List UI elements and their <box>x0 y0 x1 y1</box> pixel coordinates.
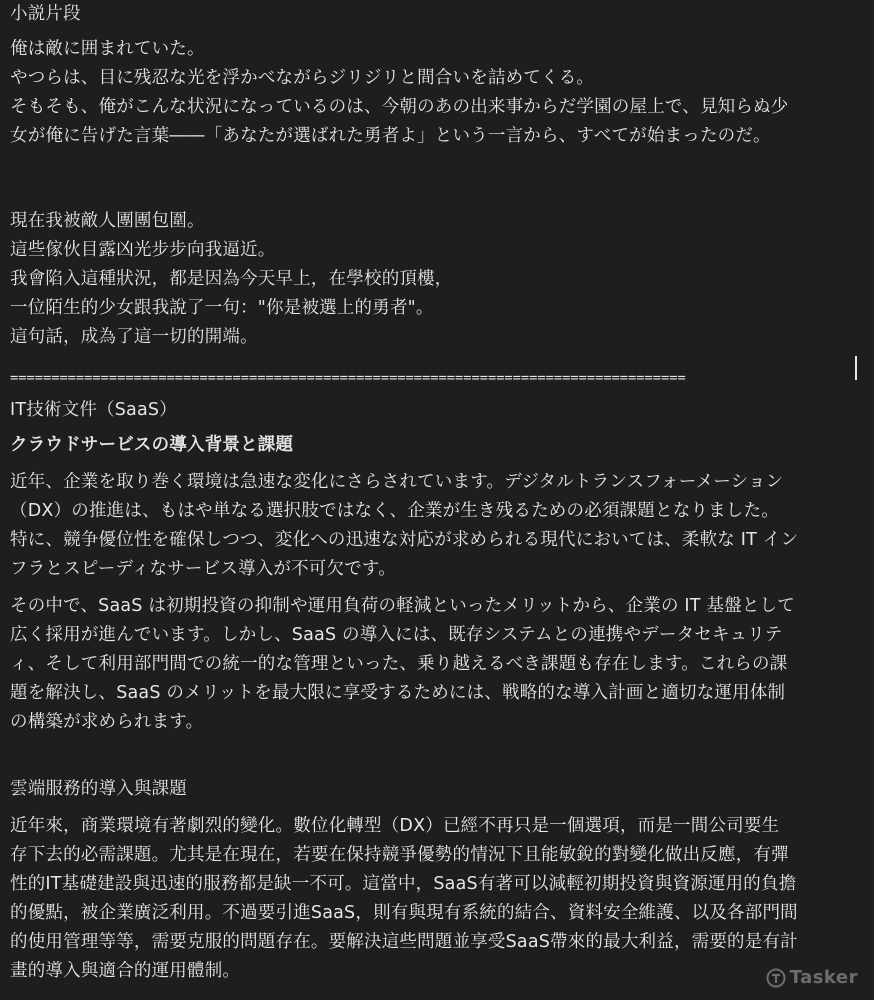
text-cursor[interactable] <box>855 356 857 380</box>
novel-zh-line: 現在我被敵人團團包圍。 <box>10 211 205 231</box>
ja-para1-line: フラとスピーディなサービス導入が不可欠です。 <box>10 559 396 579</box>
ja-paragraph-1 <box>10 468 864 584</box>
ja-para2-line: ィ、そして利用部門間での統一的な管理といった、乗り越えるべき課題も存在します。これらの課 <box>10 654 788 674</box>
blank-gap <box>10 151 864 181</box>
zh-para-line: 的優點，被企業廣泛利用。不過要引進SaaS，則有與現有系統的結合、資料安全維護、以及各部門間 <box>10 903 798 923</box>
novel-ja-line: やつらは、目に残忍な光を浮かべながらジリジリと間合いを詰めてくる。 <box>10 68 595 88</box>
zh-para-line: 存下去的必需課題。尤其是在現在，若要在保持競爭優勢的情況下且能敏銳的對變化做出反應，有彈 <box>10 845 789 865</box>
novel-ja-line: 女が俺に告げた言葉――「あなたが選ばれた勇者よ」という一言から、すべてが始まったのだ。 <box>10 126 771 146</box>
blank-gap <box>10 737 864 775</box>
blank-gap <box>10 181 864 207</box>
novel-zh-line: 這句話，成為了這一切的開端。 <box>10 327 258 347</box>
ja-para2-line: その中で、SaaS は初期投資の抑制や運用負荷の軽減といったメリットから、企業の IT 基盤として <box>10 596 795 616</box>
ja-para2-line: 題を解決し、SaaS のメリットを最大限に享受するためには、戦略的な導入計画と適切な運用体制 <box>10 683 786 703</box>
zh-para-line: 性的IT基礎建設與迅速的服務都是缺一不可。這當中，SaaS有著可以減輕初期投資與資源運用的負擔 <box>10 874 797 894</box>
novel-japanese-block <box>10 35 864 151</box>
novel-heading: 小説片段 <box>10 4 81 24</box>
zh-para-line: 畫的導入與適合的運用體制。 <box>10 961 241 981</box>
novel-zh-line: 我會陷入這種狀況，都是因為今天早上，在學校的頂樓， <box>10 269 453 289</box>
ja-para1-line: 特に、競争優位性を確保しつつ、変化への迅速な対応が求められる現代においては、柔軟な IT イン <box>10 530 799 550</box>
section-divider: ================================================================================== <box>10 370 686 386</box>
ja-para1-line: 近年、企業を取り巻く環境は急速な変化にさらされています。デジタルトランスフォーメーション <box>10 472 784 492</box>
zh-section-title: 雲端服務的導入與課題 <box>10 779 187 799</box>
document-body <box>10 0 864 986</box>
ja-para2-line: の構築が求められます。 <box>10 712 204 732</box>
it-doc-heading: IT技術文件（SaaS） <box>10 400 177 420</box>
novel-chinese-block <box>10 207 864 352</box>
zh-paragraph <box>10 812 864 986</box>
tasker-logo-icon <box>766 968 786 988</box>
novel-zh-line: 這些傢伙目露凶光步步向我逼近。 <box>10 240 276 260</box>
novel-ja-line: そもそも、俺がこんな状況になっているのは、今朝のあの出来事からだ学園の屋上で、見知らぬ少 <box>10 97 789 117</box>
ja-section-title: クラウドサービスの導入背景と課題 <box>10 435 294 455</box>
watermark-text: Tasker <box>789 967 858 988</box>
ja-para1-line: （DX）の推進は、もはや単なる選択肢ではなく、企業が生き残るための必須課題となりました。 <box>10 501 779 521</box>
novel-zh-line: 一位陌生的少女跟我說了一句："你是被選上的勇者"。 <box>10 298 434 318</box>
tasker-watermark <box>766 963 858 992</box>
ja-paragraph-2 <box>10 592 864 737</box>
zh-para-line: 的使用管理等等，需要克服的問題存在。要解決這些問題並享受SaaS帶來的最大利益，需要的是有計 <box>10 932 798 952</box>
ja-para2-line: 広く採用が進んでいます。しかし、SaaS の導入には、既存システムとの連携やデータセキュリテ <box>10 625 783 645</box>
novel-ja-line: 俺は敵に囲まれていた。 <box>10 39 205 59</box>
zh-para-line: 近年來，商業環境有著劇烈的變化。數位化轉型（DX）已經不再只是一個選項，而是一間公司要生 <box>10 816 780 836</box>
